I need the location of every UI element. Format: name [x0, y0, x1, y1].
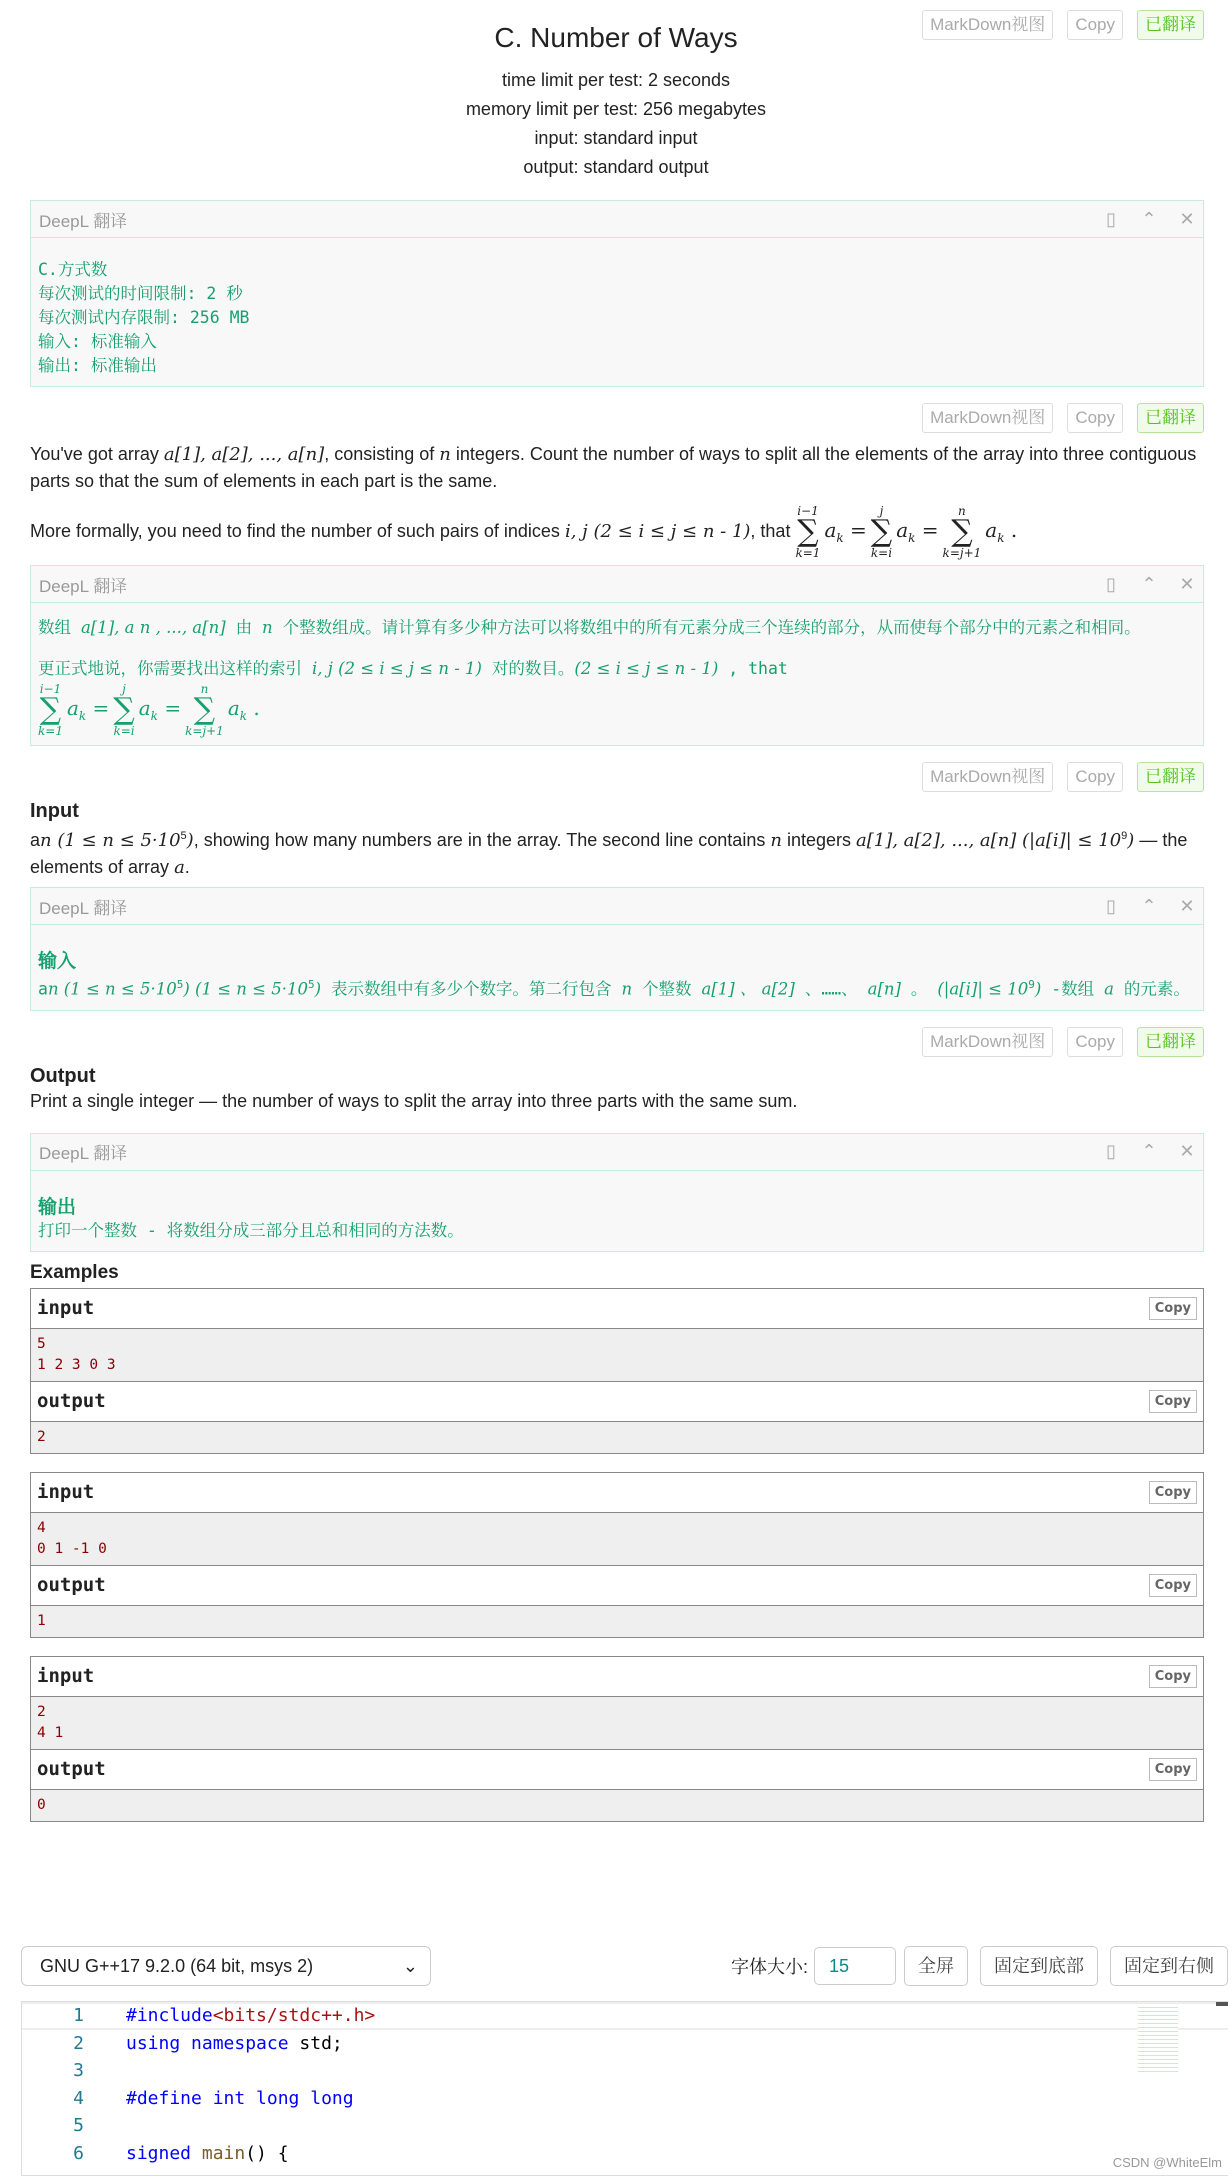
copy-output-button[interactable]: Copy	[1149, 1758, 1197, 1781]
line-number: 1	[73, 2005, 84, 2027]
close-icon[interactable]: ✕	[1179, 895, 1195, 916]
code-token: () {	[245, 2142, 289, 2164]
example-input-header: input Copy	[31, 1473, 1203, 1513]
sum-equation	[795, 504, 1021, 560]
summation: n ∑ k=j+1	[185, 682, 224, 738]
markdown-view-button[interactable]: MarkDown视图	[922, 1027, 1053, 1057]
translated-input-paragraph: an $(1 \le n \le 5\cdot 10^5)$ $(1 \le n \le 5\cdot 10^5)$ 表示数组中有多少个数字。第二行包含 n 个整数 a[1] 、 a[2] 、……、 a[n] 。 $(|a[i]| \le 10^9)$ -数组 a 的元素。	[38, 978, 1190, 999]
input-paragraph: an $(1 \le n \le 5\cdot 10^5)$, showing how many numbers are in the array. The second line contains n integers a[1], a[2], ..., a[n] $(|a[i]| \le 10^9)$ — the elements of array a.	[30, 830, 1188, 878]
copy-button[interactable]: Copy	[1067, 1027, 1123, 1057]
translated-paragraph-1: 数组 a[1], a n , ..., a[n] 由 n 个整数组成。请计算有多少种方法可以将数组中的所有元素分成三个连续的部分，从而使每个部分中的元素之和相同。	[38, 618, 1141, 637]
code-editor[interactable]	[21, 2001, 1228, 2176]
memory-limit: memory limit per test: 256 megabytes	[465, 99, 767, 119]
line-number: 3	[73, 2060, 84, 2082]
deepl-translation-box	[30, 565, 1204, 746]
translated-button[interactable]: 已翻译	[1137, 10, 1204, 40]
problem-limits	[0, 66, 1232, 182]
example-line: 4	[37, 1519, 46, 1536]
code-line[interactable]	[22, 2030, 1228, 2058]
summand: $a_k$ =	[66, 695, 110, 723]
copy-input-button[interactable]: Copy	[1149, 1665, 1197, 1688]
code-token: #include	[126, 2005, 213, 2027]
code-line[interactable]	[22, 2002, 1228, 2030]
deepl-label: DeepL 翻译	[39, 211, 128, 231]
examples-list	[0, 1288, 1232, 1822]
copy-button[interactable]: Copy	[1067, 762, 1123, 792]
example-input-content	[31, 1697, 1203, 1750]
example-line: 1	[37, 1612, 46, 1629]
code-token: std;	[299, 2032, 343, 2054]
deepl-label: DeepL 翻译	[39, 898, 128, 918]
summand: $a_k$ .	[985, 517, 1018, 545]
deepl-translation-box	[30, 1133, 1204, 1252]
example-output-content	[31, 1790, 1203, 1821]
line-number: 6	[73, 2142, 84, 2164]
legend-paragraph-2: More formally, you need to find the number of such pairs of indices i, j (2 ≤ i ≤ j ≤ n - 1), that i−1 ∑ k=1 $a_k$ = j ∑ k=i $a_k$ = n ∑ k=j+1 $a_k$ .	[30, 505, 1204, 559]
copy-input-button[interactable]: Copy	[1149, 1481, 1197, 1504]
clipboard-icon[interactable]: ▯	[1106, 1141, 1116, 1161]
input-title: Input	[30, 800, 79, 822]
code-line[interactable]	[22, 2085, 1228, 2113]
example-input-header: input Copy	[31, 1657, 1203, 1697]
clipboard-icon[interactable]: ▯	[1106, 208, 1116, 229]
clipboard-icon[interactable]: ▯	[1106, 895, 1116, 916]
close-icon[interactable]: ✕	[1179, 1141, 1195, 1161]
scrollbar[interactable]	[1216, 2002, 1228, 2006]
markdown-view-button[interactable]: MarkDown视图	[922, 403, 1053, 433]
statement-toolbar	[0, 1027, 1232, 1057]
example-line: 2	[37, 1428, 46, 1445]
double-chevron-up-icon[interactable]: ⌃	[1141, 208, 1157, 229]
code-line[interactable]	[22, 2057, 1228, 2085]
summand: $a_k$ =	[824, 517, 867, 545]
deepl-label: DeepL 翻译	[39, 576, 128, 596]
legend-paragraph-1: You've got array a[1], a[2], ..., a[n], consisting of n integers. Count the number of ways to split all the elements of the array into three contiguous parts so that the sum of elements in each part is the same.	[30, 444, 1197, 491]
example-line: 5	[37, 1335, 46, 1352]
minimap[interactable]	[1138, 2004, 1178, 2074]
example-line: 2	[37, 1703, 46, 1720]
time-limit: time limit per test: 2 seconds	[501, 70, 731, 90]
problem-title: C. Number of Ways	[494, 22, 738, 53]
translated-line: C.方式数	[38, 260, 108, 279]
summation: j ∑ k=i	[870, 504, 893, 560]
summand: $a_k$ =	[138, 695, 182, 723]
translated-paragraph-2: 更正式地说，你需要找出这样的索引 i, j (2 ≤ i ≤ j ≤ n - 1) 对的数目。(2 ≤ i ≤ j ≤ n - 1) , that	[38, 659, 788, 678]
statement-toolbar	[0, 762, 1232, 792]
statement-toolbar	[0, 403, 1232, 433]
double-chevron-up-icon[interactable]: ⌃	[1141, 1141, 1157, 1161]
summation: j ∑ k=i	[113, 682, 135, 738]
copy-output-button[interactable]: Copy	[1149, 1574, 1197, 1597]
copy-output-button[interactable]: Copy	[1149, 1390, 1197, 1413]
translated-line: 每次测试内存限制: 256 MB	[38, 308, 250, 327]
summation: i−1 ∑ k=1	[38, 682, 63, 738]
code-token: main	[201, 2142, 246, 2164]
example-block	[30, 1472, 1204, 1638]
language-select[interactable]: GNU G++17 9.2.0 (64 bit, msys 2) ⌄	[21, 1946, 431, 1986]
translated-button[interactable]: 已翻译	[1137, 403, 1204, 433]
markdown-view-button[interactable]: MarkDown视图	[922, 762, 1053, 792]
sum-equation	[38, 683, 1196, 737]
editor-toolbar	[21, 1945, 1232, 1987]
example-output-header: output Copy	[31, 1566, 1203, 1606]
chevron-down-icon: ⌄	[402, 1955, 418, 1976]
example-line: 4 1	[37, 1724, 64, 1741]
summand: $a_k$ =	[896, 517, 939, 545]
line-number: 5	[73, 2115, 84, 2137]
deepl-header	[31, 888, 1203, 925]
code-line[interactable]	[22, 2112, 1228, 2140]
double-chevron-up-icon[interactable]: ⌃	[1141, 895, 1157, 916]
example-input-header: input Copy	[31, 1289, 1203, 1329]
input-spec: input: standard input	[534, 128, 698, 148]
example-output-header: output Copy	[31, 1382, 1203, 1422]
clipboard-icon[interactable]: ▯	[1106, 573, 1116, 594]
code-token: signed	[126, 2142, 202, 2164]
code-token: using namespace	[126, 2032, 300, 2054]
watermark: CSDN @WhiteElm	[1112, 2155, 1222, 2170]
deepl-translation-box	[30, 887, 1204, 1011]
deepl-translation-box	[30, 200, 1204, 387]
translated-output-title: 输出	[38, 1195, 77, 1218]
statement-toolbar-top	[0, 10, 1232, 40]
example-block	[30, 1288, 1204, 1454]
example-line: 0	[37, 1796, 46, 1813]
fullscreen-button[interactable]: 全屏	[904, 1946, 968, 1986]
double-chevron-up-icon[interactable]: ⌃	[1141, 573, 1157, 594]
deepl-header	[31, 201, 1203, 238]
copy-input-button[interactable]: Copy	[1149, 1297, 1197, 1320]
output-spec: output: standard output	[523, 157, 709, 177]
summation: n ∑ k=j+1	[942, 504, 982, 560]
translated-line: 输出: 标准输出	[38, 356, 157, 375]
pin-right-button[interactable]: 固定到右侧	[1110, 1946, 1228, 1986]
examples-title: Examples	[30, 1261, 119, 1283]
example-output-header: output Copy	[31, 1750, 1203, 1790]
example-input-content	[31, 1329, 1203, 1382]
copy-button[interactable]: Copy	[1067, 403, 1123, 433]
copy-button[interactable]: Copy	[1067, 10, 1123, 40]
translated-line: 输入: 标准输入	[38, 332, 157, 351]
deepl-label: DeepL 翻译	[39, 1144, 128, 1163]
example-line: 0 1 -1 0	[37, 1540, 107, 1557]
translated-output-paragraph: 打印一个整数 - 将数组分成三部分且总和相同的方法数。	[38, 1220, 464, 1240]
close-icon[interactable]: ✕	[1179, 573, 1195, 594]
deepl-header	[31, 566, 1203, 603]
output-paragraph: Print a single integer — the number of ways to split the array into three parts with the same sum.	[30, 1090, 798, 1111]
example-line: 1 2 3 0 3	[37, 1356, 116, 1373]
translated-input-title: 输入	[38, 950, 77, 972]
example-input-content	[31, 1513, 1203, 1566]
code-line[interactable]	[22, 2140, 1228, 2168]
font-size-input[interactable]: 15	[814, 1947, 896, 1985]
summation: i−1 ∑ k=1	[795, 504, 821, 560]
markdown-view-button[interactable]: MarkDown视图	[922, 10, 1053, 40]
line-number: 4	[73, 2087, 84, 2109]
translated-button[interactable]: 已翻译	[1137, 1027, 1204, 1057]
example-block	[30, 1656, 1204, 1822]
example-output-content	[31, 1422, 1203, 1453]
translated-button[interactable]: 已翻译	[1137, 762, 1204, 792]
close-icon[interactable]: ✕	[1179, 208, 1195, 229]
pin-bottom-button[interactable]: 固定到底部	[980, 1946, 1098, 1986]
output-title: Output	[30, 1064, 96, 1087]
example-output-content	[31, 1606, 1203, 1637]
deepl-header	[31, 1134, 1203, 1171]
line-number: 2	[73, 2032, 84, 2054]
code-token: <bits/stdc++.h>	[212, 2005, 376, 2027]
code-token: #define int long long	[126, 2087, 354, 2109]
summand: $a_k$ .	[227, 695, 260, 723]
font-size-label: 字体大小:	[730, 1957, 808, 1977]
translated-line: 每次测试的时间限制: 2 秒	[38, 284, 243, 303]
